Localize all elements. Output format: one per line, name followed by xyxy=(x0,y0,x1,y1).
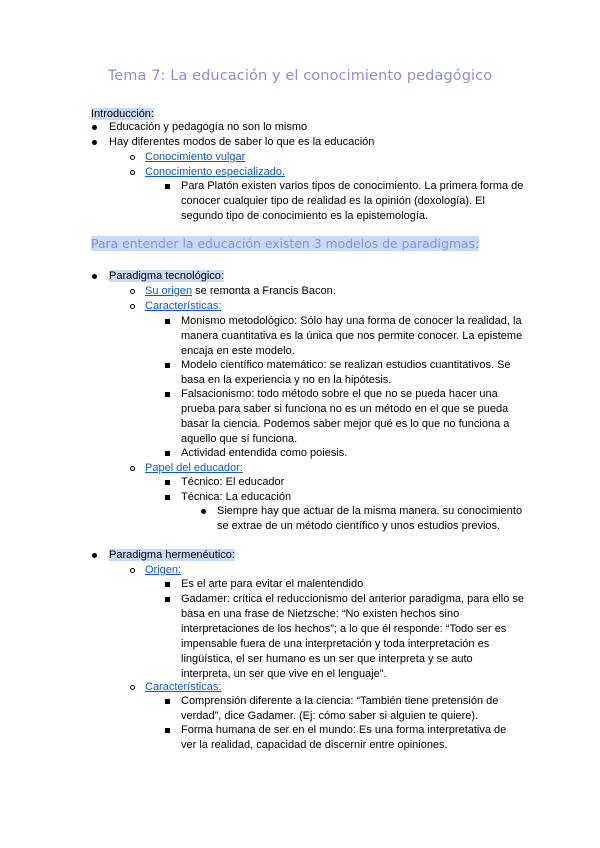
bullet-circle xyxy=(130,568,135,573)
text-line: Siempre hay que actuar de la misma manera. su conocimiento xyxy=(217,505,523,517)
link-conocimiento-vulgar[interactable]: Conocimiento vulgar xyxy=(145,151,246,163)
bullet-dot xyxy=(201,509,206,514)
bullet-square xyxy=(165,495,170,500)
text-line: Técnica: La educación xyxy=(181,491,292,503)
text-line: aquello que sí funciona. xyxy=(181,433,298,445)
text-line: basar la ciencia. Podemos saber mejor qué es lo que no funciona a xyxy=(181,418,510,430)
text-line: interpreta, un ser que vive en el lenguaje”. xyxy=(181,668,387,680)
link-su-origen[interactable]: Su origen xyxy=(145,285,193,297)
text-line: Monismo metodológico: Sólo hay una forma de conocer la realidad, la xyxy=(181,315,522,327)
text-line: se extrae de un método científico y unos estudios previos. xyxy=(217,520,501,532)
bullet-dot xyxy=(92,140,97,145)
text-line: manera cuantitativa es la única que nos permite conocer. La episteme xyxy=(181,330,523,342)
text-line: ver la realidad, capacidad de discernir entre opiniones. xyxy=(181,739,448,751)
text-line: Comprensión diferente a la ciencia: “También tiene pretensión de xyxy=(181,695,499,707)
bullet-square xyxy=(165,582,170,587)
text-line: Su origen se remonta a Francis Bacon. xyxy=(145,285,336,297)
text-line: basa en una frase de Nietzsche: “No existen hechos sino xyxy=(181,608,460,620)
text-line: encaja en este modelo. xyxy=(181,345,295,357)
bullet-square xyxy=(165,392,170,397)
text-line: impensable fuera de una interpretación y toda interpretación es xyxy=(181,638,490,650)
text-line: prueba para saber si funciona no es un método en el que se pueda xyxy=(181,403,509,415)
page-title: Tema 7: La educación y el conocimiento pedagógico xyxy=(107,68,493,84)
link-origen[interactable]: Origen: xyxy=(145,564,182,576)
bullet-square xyxy=(165,363,170,368)
text-line: segundo tipo de conocimiento es la epistemología. xyxy=(181,210,429,222)
bullet-square xyxy=(165,597,170,602)
text-line: verdad”, dice Gadamer. (Ej: cómo saber si alguien te quiere). xyxy=(181,710,479,722)
bullet-square xyxy=(165,728,170,733)
bullet-circle xyxy=(130,170,135,175)
link-conocimiento-especializado[interactable]: Conocimiento especializado. xyxy=(145,166,286,178)
bullet-circle xyxy=(130,466,135,471)
bullet-square xyxy=(165,451,170,456)
link-caracteristicas[interactable]: Características: xyxy=(145,300,222,312)
text-line: Es el arte para evitar el malentendido xyxy=(181,578,364,590)
bullet-circle xyxy=(130,289,135,294)
bullet-square xyxy=(165,480,170,485)
bullet-dot xyxy=(92,274,97,279)
list-item: Educación y pedagogía no son lo mismo xyxy=(109,121,308,133)
text-line: Forma humana de ser en el mundo: Es una forma interpretativa de xyxy=(181,724,507,736)
bullet-square xyxy=(165,184,170,189)
text-line: Actividad entendida como poiesis. xyxy=(181,447,348,459)
list-item: Hay diferentes modos de saber lo que es la educación xyxy=(109,136,375,148)
bullet-square xyxy=(165,319,170,324)
text-line: Modelo científico matemático: se realizan estudios cuantitativos. Se xyxy=(181,359,511,371)
bullet-dot xyxy=(92,125,97,130)
paradigm-tecnologico-heading: Paradigma tecnológico: xyxy=(109,270,224,282)
bullet-circle xyxy=(130,685,135,690)
intro-heading: Introducción: xyxy=(91,108,154,120)
text-line: Gadamer: crítica el reduccionismo del anterior paradigma, para ello se xyxy=(181,593,524,605)
text-line: interpretaciones de los hechos”; a lo que él responde: “Todo ser es xyxy=(181,623,507,635)
text-line: Técnico: El educador xyxy=(181,476,285,488)
bullet-circle xyxy=(130,155,135,160)
bullet-dot xyxy=(92,553,97,558)
text-line: conocer cualquier tipo de realidad es la opinión (doxología). El xyxy=(181,195,485,207)
text-line: lingüística, el ser humano es un ser que interpreta y se auto xyxy=(181,653,473,665)
bullet-circle xyxy=(130,304,135,309)
link-caracteristicas-hermeneutico[interactable]: Características: xyxy=(145,681,222,693)
paradigm-hermeneutico-heading: Paradigma hermenéutico: xyxy=(109,549,235,561)
text-line: Falsacionismo: todo método sobre el que no se pueda hacer una xyxy=(181,388,498,400)
section-heading: Para entender la educación existen 3 modelos de paradigmas: xyxy=(91,236,480,251)
text-line: Para Platón existen varios tipos de conocimiento. La primera forma de xyxy=(181,180,524,192)
text-line: basa en la experiencia y no en la hipótesis. xyxy=(181,374,392,386)
link-papel-del-educador[interactable]: Papel del educador: xyxy=(145,462,243,474)
bullet-square xyxy=(165,699,170,704)
